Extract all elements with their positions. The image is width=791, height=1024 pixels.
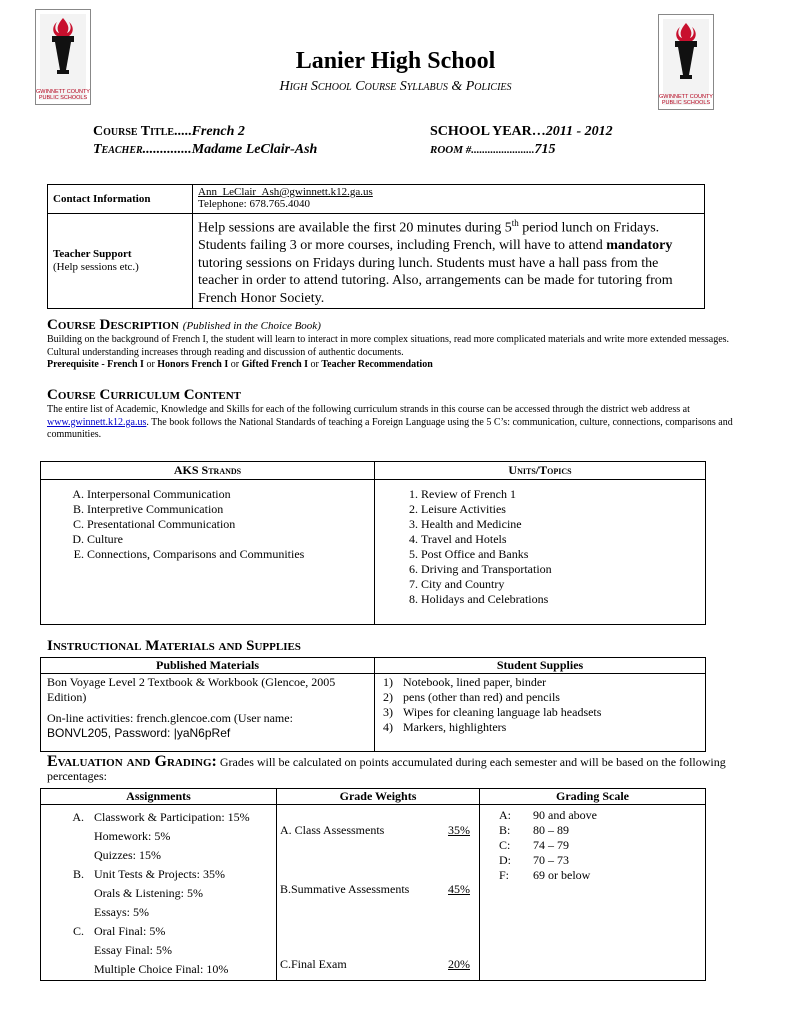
strand-item: D. Culture xyxy=(87,532,373,547)
supply-text: pens (other than red) and pencils xyxy=(403,690,560,704)
unit-item: 8. Holidays and Celebrations xyxy=(421,592,704,607)
weight-percent: 20% xyxy=(448,957,470,971)
description-note: (Published in the Choice Book) xyxy=(182,320,321,332)
weight-item xyxy=(280,882,470,897)
section-heading-evaluation: Evaluation and Grading: xyxy=(47,753,217,770)
section-heading-description: Course Description xyxy=(47,317,179,333)
evaluation-section xyxy=(47,755,747,783)
assignment-letter xyxy=(42,827,84,846)
curriculum-section xyxy=(47,387,747,442)
contact-label: Contact Information xyxy=(48,185,193,214)
scale-list xyxy=(481,808,704,883)
support-label-cell xyxy=(48,214,193,309)
assignment-text: Essays: 5% xyxy=(94,905,149,919)
assignment-item xyxy=(42,884,275,903)
supply-item xyxy=(383,675,697,690)
supplies-header: Student Supplies xyxy=(375,658,706,674)
scale-range: 70 – 73 xyxy=(533,853,569,867)
assignment-text: Essay Final: 5% xyxy=(94,943,172,957)
assignment-text: Quizzes: 15% xyxy=(94,848,161,862)
grading-table xyxy=(40,788,706,981)
supply-text: Wipes for cleaning language lab headsets xyxy=(403,705,602,719)
page-subtitle: High School Course Syllabus & Policies xyxy=(279,79,512,94)
scale-grade: B: xyxy=(499,823,511,837)
scale-range: 90 and above xyxy=(533,808,597,822)
scale-range: 69 or below xyxy=(533,868,591,882)
unit-item: 6. Driving and Transportation xyxy=(421,562,704,577)
support-sublabel: (Help sessions etc.) xyxy=(53,261,139,274)
assignment-text: Homework: 5% xyxy=(94,829,171,843)
assignment-item xyxy=(42,903,275,922)
weight-item xyxy=(280,957,470,972)
school-year-value: 2011 - 2012 xyxy=(545,124,613,139)
school-year-label: SCHOOL YEAR… xyxy=(430,124,546,139)
assignments-cell xyxy=(41,805,277,981)
weight-percent: 35% xyxy=(448,823,470,837)
scale-range: 74 – 79 xyxy=(533,838,569,852)
assignment-letter: C. xyxy=(72,924,84,938)
online-activities: On-line activities: french.glencoe.com (User name: xyxy=(47,711,293,725)
assignment-item xyxy=(42,827,275,846)
supply-number: 3) xyxy=(383,705,393,719)
supply-text: Markers, highlighters xyxy=(403,720,507,734)
course-title-label: Course Title..... xyxy=(93,124,192,139)
assignment-letter xyxy=(42,846,84,865)
assignment-item xyxy=(42,808,275,827)
unit-item: 4. Travel and Hotels xyxy=(421,532,704,547)
course-description-section xyxy=(47,316,747,372)
teacher-label: Teacher.............. xyxy=(93,142,192,157)
materials-table xyxy=(40,657,706,752)
scale-grade: A: xyxy=(499,808,511,822)
published-header: Published Materials xyxy=(41,658,375,674)
units-header: Units/Topics xyxy=(375,462,706,480)
assignment-text: Multiple Choice Final: 10% xyxy=(94,962,229,976)
assignment-letter xyxy=(42,884,84,903)
supply-item xyxy=(383,720,697,735)
supply-number: 2) xyxy=(383,690,393,704)
assignments-header: Assignments xyxy=(41,789,277,805)
room-label: ROOM #....................... xyxy=(430,144,535,156)
scale-grade: D: xyxy=(499,853,511,867)
support-text: Help sessions are available the first 20 minutes during 5th period lunch on Fridays. Students failing 3 or more courses, including French, will have to attend mandatory tutoring sessions on Fridays during lunch. Students must have a hall pass from the teacher in order to attend tutoring. Also, arrangements can be made for tutoring from French Honor Society. xyxy=(193,214,705,309)
email-address: Ann_LeClair_Ash@gwinnett.k12.ga.us xyxy=(198,186,373,198)
supply-number: 4) xyxy=(383,720,393,734)
scale-item xyxy=(481,868,704,883)
page-title: Lanier High School xyxy=(295,48,496,74)
section-heading-materials: Instructional Materials and Supplies xyxy=(47,638,301,654)
scale-item xyxy=(481,838,704,853)
strand-item: A. Interpersonal Communication xyxy=(87,487,373,502)
assignment-letter xyxy=(42,903,84,922)
published-cell xyxy=(41,674,375,752)
teacher-line xyxy=(93,142,317,158)
weights-cell xyxy=(277,805,480,981)
weight-item xyxy=(280,823,470,838)
online-credentials: BONVL205, Password: |yaN6pRef xyxy=(47,726,231,740)
assignment-item xyxy=(42,865,275,884)
assignment-item xyxy=(42,960,275,979)
assignment-text: Oral Final: 5% xyxy=(94,924,166,938)
evaluation-intro: Grades will be calculated on points accumulated during each semester and will be based on the following percentages: xyxy=(47,755,726,783)
scale-item xyxy=(481,808,704,823)
unit-item: 2. Leisure Activities xyxy=(421,502,704,517)
prerequisite-line: Prerequisite - French I or Honors French I or Gifted French I or Teacher Recommendation xyxy=(47,359,433,370)
scale-range: 80 – 89 xyxy=(533,823,569,837)
textbook: Bon Voyage Level 2 Textbook & Workbook (Glencoe, 2005 Edition) xyxy=(47,675,336,704)
unit-item: 3. Health and Medicine xyxy=(421,517,704,532)
strands-cell xyxy=(41,480,375,625)
assignment-item xyxy=(42,846,275,865)
assignment-text: Orals & Listening: 5% xyxy=(94,886,203,900)
school-year-line xyxy=(430,124,613,140)
supplies-list xyxy=(383,675,697,735)
assignment-item xyxy=(42,922,275,941)
assignment-letter: B. xyxy=(72,867,84,881)
strand-item: E. Connections, Comparisons and Communities xyxy=(87,547,373,562)
supply-item xyxy=(383,690,697,705)
scale-header: Grading Scale xyxy=(480,789,706,805)
assignment-text: Unit Tests & Projects: 35% xyxy=(94,867,225,881)
scale-cell xyxy=(480,805,706,981)
assignments-list xyxy=(42,808,275,979)
room-line xyxy=(430,142,556,158)
assignment-letter: A. xyxy=(72,810,84,824)
logo-text: GWINNETT COUNTY PUBLIC SCHOOLS xyxy=(36,89,90,101)
scale-item xyxy=(481,853,704,868)
telephone: Telephone: 678.765.4040 xyxy=(198,198,310,210)
assignment-letter xyxy=(42,960,84,979)
supplies-cell xyxy=(375,674,706,752)
strand-item: B. Interpretive Communication xyxy=(87,502,373,517)
course-title-value: French 2 xyxy=(191,124,245,139)
scale-item xyxy=(481,823,704,838)
contact-table xyxy=(47,184,705,309)
weights-header: Grade Weights xyxy=(277,789,480,805)
support-label: Teacher Support xyxy=(53,248,132,261)
district-link[interactable]: www.gwinnett.k12.ga.us xyxy=(47,416,147,428)
contact-cell xyxy=(193,185,705,214)
units-list xyxy=(376,487,704,607)
weight-percent: 45% xyxy=(448,882,470,896)
logo-text: GWINNETT COUNTY PUBLIC SCHOOLS xyxy=(659,94,713,106)
unit-item: 5. Post Office and Banks xyxy=(421,547,704,562)
units-cell xyxy=(375,480,706,625)
scale-grade: C: xyxy=(499,838,511,852)
unit-item: 7. City and Country xyxy=(421,577,704,592)
room-value: 715 xyxy=(534,142,556,157)
assignment-item xyxy=(42,941,275,960)
assignment-text: Classwork & Participation: 15% xyxy=(94,810,250,824)
weight-label: B.Summative Assessments xyxy=(280,882,410,896)
supply-item xyxy=(383,705,697,720)
supply-number: 1) xyxy=(383,675,393,689)
teacher-value: Madame LeClair-Ash xyxy=(191,142,318,157)
weight-label: C.Final Exam xyxy=(280,957,347,971)
weight-label: A. Class Assessments xyxy=(280,823,385,837)
unit-item: 1. Review of French 1 xyxy=(421,487,704,502)
section-heading-curriculum: Course Curriculum Content xyxy=(47,387,242,403)
assignment-letter xyxy=(42,941,84,960)
curriculum-text: The entire list of Academic, Knowledge and Skills for each of the following curriculum strands in this course can be accessed through the district web address at www.gwinnett.k12.ga.us. The book follows the National Standards of teaching a Foreign Language using the 5 C’s: communication, culture, connections, comparisons and communities. xyxy=(47,404,733,440)
strand-item: C. Presentational Communication xyxy=(87,517,373,532)
curriculum-table xyxy=(40,461,706,625)
description-text: Building on the background of French I, the student will learn to interact in more complex situations, read more complicated materials and write more extended messages. Cultural understanding increases through reading and discussion of authentic documents. xyxy=(47,334,730,358)
strands-list xyxy=(42,487,373,562)
strands-header: AKS Strands xyxy=(41,462,375,480)
course-title-line xyxy=(93,124,245,140)
scale-grade: F: xyxy=(499,868,510,882)
supply-text: Notebook, lined paper, binder xyxy=(403,675,547,689)
